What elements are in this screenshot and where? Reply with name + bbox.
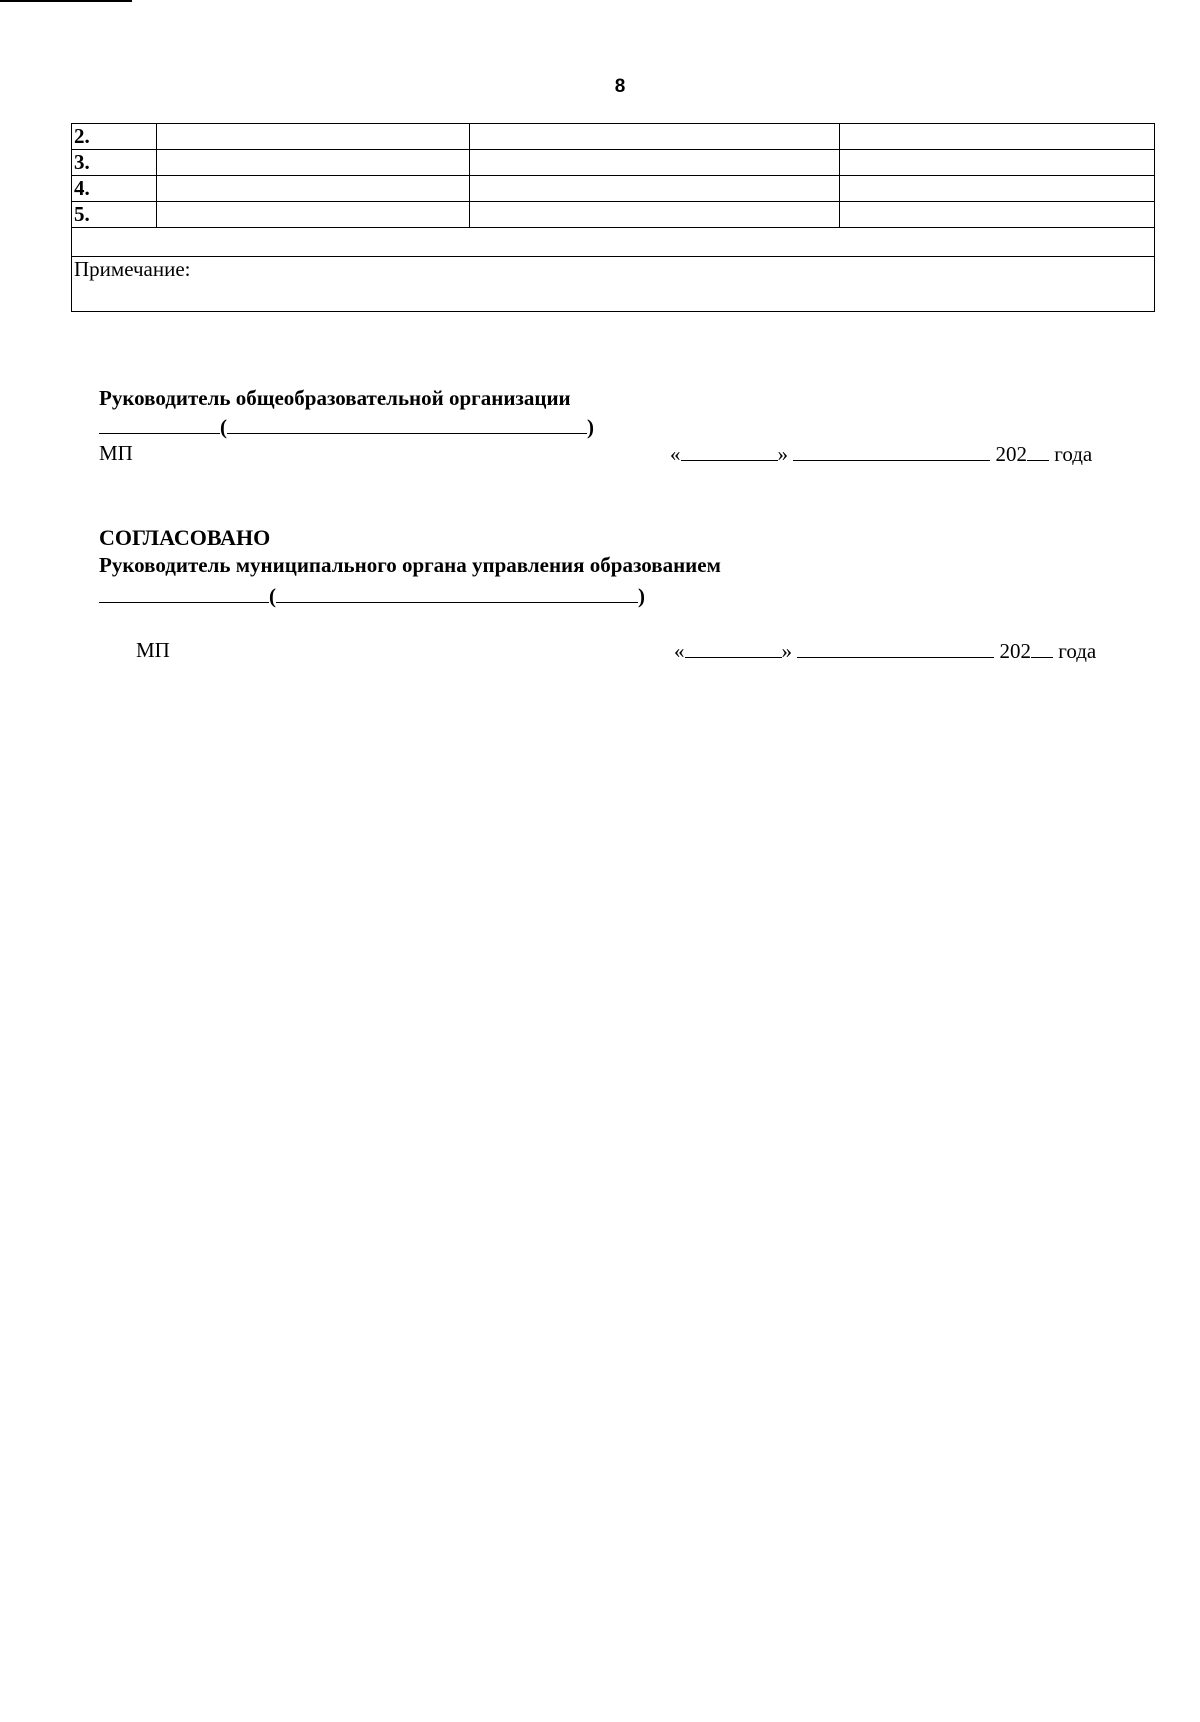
head-date-line	[670, 441, 1092, 467]
row-number: 5.	[72, 202, 157, 228]
table-cell	[840, 202, 1155, 228]
table-cell	[470, 176, 840, 202]
month-blank	[793, 441, 990, 461]
signature-blank	[99, 414, 220, 434]
table-cell	[840, 124, 1155, 150]
table-cell	[470, 150, 840, 176]
table-cell	[157, 150, 470, 176]
month-blank	[797, 638, 994, 658]
agreed-date-line	[674, 638, 1096, 664]
table-row	[72, 202, 1155, 228]
row-number: 3.	[72, 150, 157, 176]
signature-blank	[99, 583, 269, 603]
table-row	[72, 150, 1155, 176]
table-cell	[840, 176, 1155, 202]
year-prefix: 202	[995, 442, 1027, 466]
paren-open: (	[220, 415, 227, 439]
name-blank	[276, 583, 638, 603]
table-cell	[157, 176, 470, 202]
agreed-heading: СОГЛАСОВАНО	[99, 525, 271, 550]
paren-open: (	[269, 584, 276, 608]
note-row	[72, 257, 1155, 312]
year-suffix: года	[1058, 639, 1097, 663]
table-row	[72, 124, 1155, 150]
head-stamp-label: МП	[99, 441, 133, 465]
name-blank	[227, 414, 587, 434]
head-signature-line	[99, 414, 594, 440]
table-row	[72, 176, 1155, 202]
agreed-stamp-label: МП	[136, 638, 170, 662]
head-title: Руководитель общеобразовательной организации	[99, 386, 571, 410]
paren-close: )	[638, 584, 645, 608]
year-blank	[1027, 441, 1049, 461]
row-number: 4.	[72, 176, 157, 202]
form-table	[71, 123, 1155, 312]
quote-open: «	[670, 442, 681, 466]
table-cell	[470, 124, 840, 150]
scan-corner-mark	[0, 0, 132, 2]
day-blank	[685, 638, 782, 658]
table-cell	[470, 202, 840, 228]
agreed-signature-line	[99, 583, 645, 609]
year-prefix: 202	[999, 639, 1031, 663]
quote-open: «	[674, 639, 685, 663]
quote-close: »	[781, 639, 792, 663]
row-number: 2.	[72, 124, 157, 150]
day-blank	[681, 441, 778, 461]
year-suffix: года	[1054, 442, 1093, 466]
paren-close: )	[587, 415, 594, 439]
page-number: 8	[614, 76, 626, 97]
table-cell	[840, 150, 1155, 176]
table-cell	[157, 202, 470, 228]
quote-close: »	[777, 442, 788, 466]
table-cell	[157, 124, 470, 150]
year-blank	[1031, 638, 1053, 658]
table-row	[72, 228, 1155, 257]
table-cell	[72, 228, 1155, 257]
agreed-title: Руководитель муниципального органа управления образованием	[99, 553, 721, 577]
note-label: Примечание:	[72, 257, 1155, 312]
